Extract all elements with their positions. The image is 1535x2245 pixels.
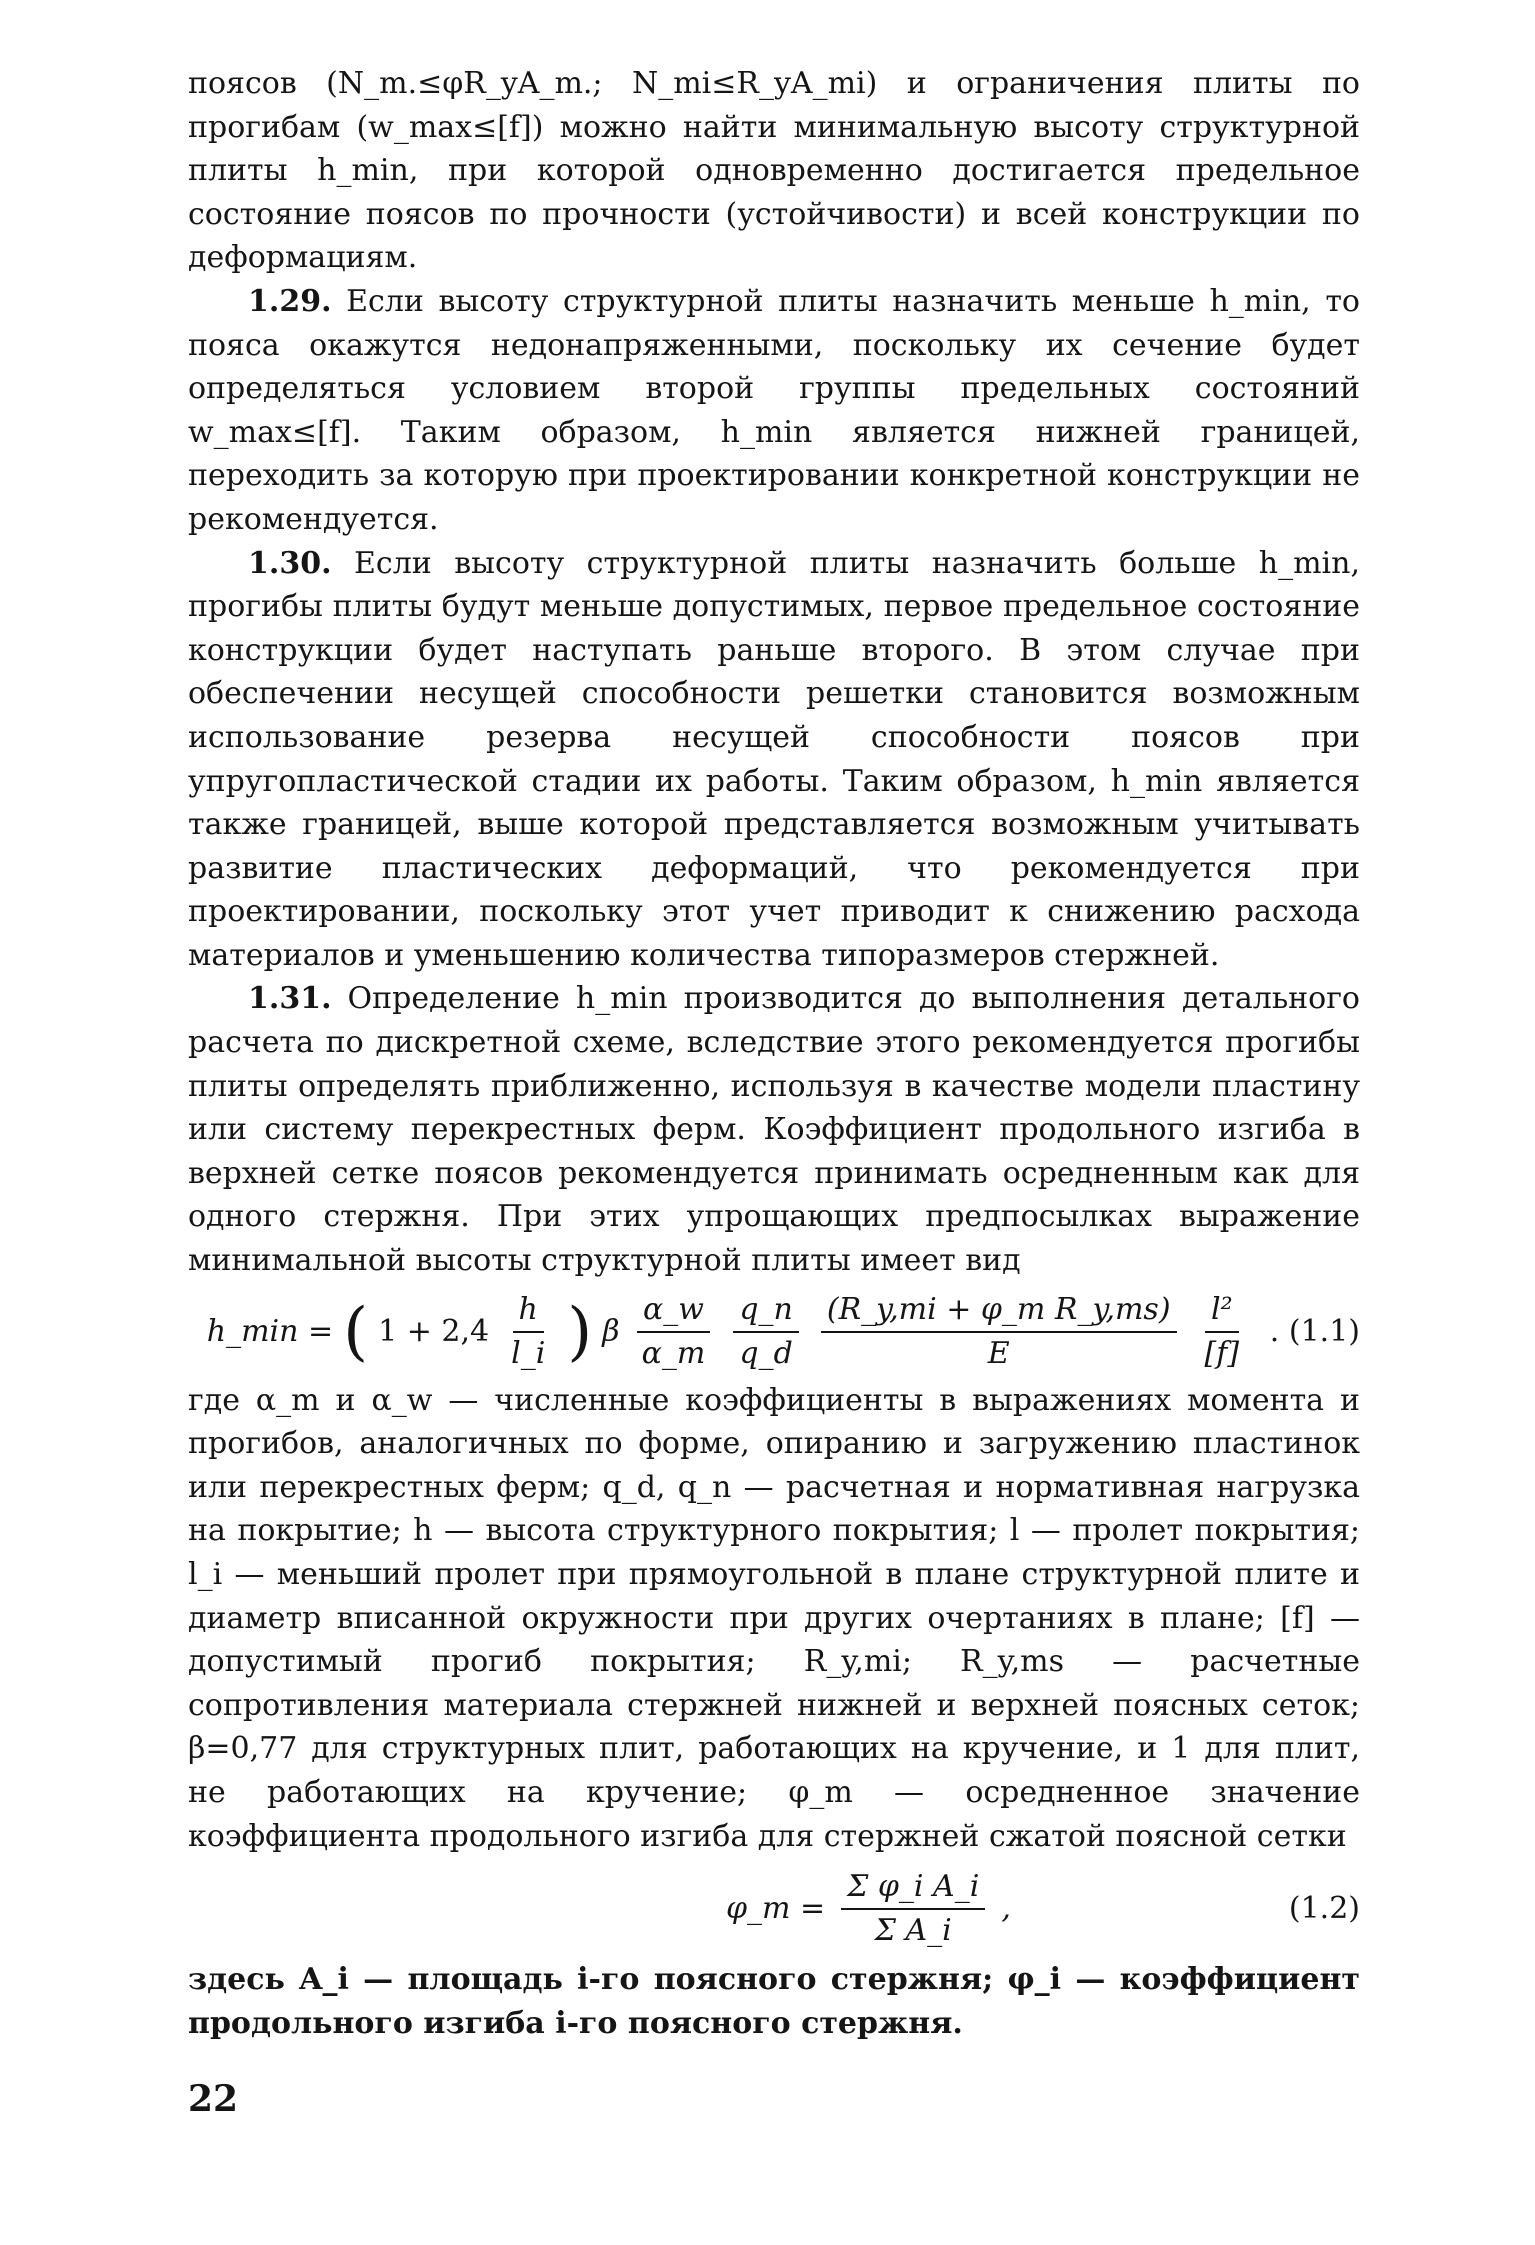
fraction-h-li: $\frac{h}{l\_i}$ [511,1291,546,1371]
fraction-l2-f: $\frac{\text{l²}}{[f]}$ [1204,1291,1240,1371]
paragraph-1-30 [188,542,1360,978]
equation-number: (1.2) [1288,1891,1360,1927]
formula-lhs: φ_m = [726,1891,826,1927]
body-text [188,62,1360,2045]
paragraph-definitions: где α_m и α_w — численные коэффициенты в выражениях момента и прогибов, аналогичных по форме, опиранию и загружению пластинок или перекрестных ферм; q_d, q_n — расчетная и нормативная нагрузка на покрытие; h — высота структурного покрытия; l — пролет покрытия; l_i — меньший пролет при прямоугольной в плане структурной плите и диаметр вписанной окружности при других очертаниях в плане; [f] — допустимый прогиб покрытия; R_y,mi; R_y,ms — расчетные сопротивления материала стержней нижней и верхней поясных сеток; β=0,77 для структурных плит, работающих на кручение, и 1 для плит, не работающих на кручение; φ_m — осредненное значение коэффициента продольного изгиба для стержней сжатой поясной сетки [188,1382,1360,1854]
paragraph-1-29 [188,280,1360,542]
paragraph-number: 1.30. [248,545,332,581]
paragraph-text: Если высоту структурной плиты назначить меньше h_min, то пояса окажутся недонапряженными, поскольку их сечение будет определяться условием второй группы предельных состояний w_max≤[f]. Таким образом, h_min является нижней границей, переходить за которую при проектировании конкретной конструкции не рекомендуется. [188,283,1360,537]
beta-symbol: β [602,1313,620,1349]
fraction-R-E: $\frac{\text{(R\_y,mi + φ\_m R\_y,ms)}}{E}$ [821,1291,1177,1373]
fraction-alpha: $\frac{\alpha\_w}{\alpha\_m}$ [636,1291,712,1373]
open-paren: ( [343,1294,369,1369]
paragraph-footnote: здесь A_i — площадь i-го поясного стержня; φ_i — коэффициент продольного изгиба i-го поясного стержня. [188,1962,1360,2041]
formula-1-1 [188,1291,1360,1373]
paragraph-1-31 [188,977,1360,1282]
paragraph-text: Определение h_min производится до выполнения детального расчета по дискретной схеме, вследствие этого рекомендуется прогибы плиты определять приближенно, используя в качестве модели пластину или систему перекрестных ферм. Коэффициент продольного изгиба в верхней сетке поясов рекомендуется принимать осредненным как для одного стержня. При этих упрощающих предпосылках выражение минимальной высоты структурной плиты имеет вид [188,981,1360,1279]
formula-lhs: h_min = [206,1313,334,1349]
close-paren: ) [567,1294,593,1369]
paragraph-text: Если высоту структурной плиты назначить больше h_min, прогибы плиты будут меньше допустимых, первое предельное состояние конструкции будет наступать раньше второго. В этом случае при обеспечении несущей способности решетки становится возможным использование резерва несущей способности поясов при упругопластической стадии их работы. Таким образом, h_min является также границей, выше которой представляется возможным учитывать развитие пластических деформаций, что рекомендуется при проектировании, поскольку этот учет приводит к снижению расхода материалов и уменьшению количества типоразмеров стержней. [188,545,1360,973]
paragraph-number: 1.29. [248,283,332,319]
equation-number: . (1.1) [1269,1313,1360,1349]
formula-comma: , [1001,1891,1011,1927]
fraction-q: $\frac{q\_n}{q\_d}$ [733,1291,799,1373]
paragraph-number: 1.31. [248,981,332,1017]
page-number: 22 [188,2078,239,2120]
paragraph-continuation: поясов (N_m.≤φR_yA_m.; N_mi≤R_yA_mi) и ограничения плиты по прогибам (w_max≤[f]) можно найти минимальную высоту структурной плиты h_min, при которой одновременно достигается предельное состояние поясов по прочности (устойчивости) и всей конструкции по деформациям. [188,66,1360,276]
formula-1-2 [188,1868,1360,1950]
one-plus-term: 1 + 2,4 [378,1313,490,1349]
fraction-phi: $\frac{\text{Σ φ\_i A\_i}}{\text{Σ A\_i}}$ [841,1868,985,1950]
